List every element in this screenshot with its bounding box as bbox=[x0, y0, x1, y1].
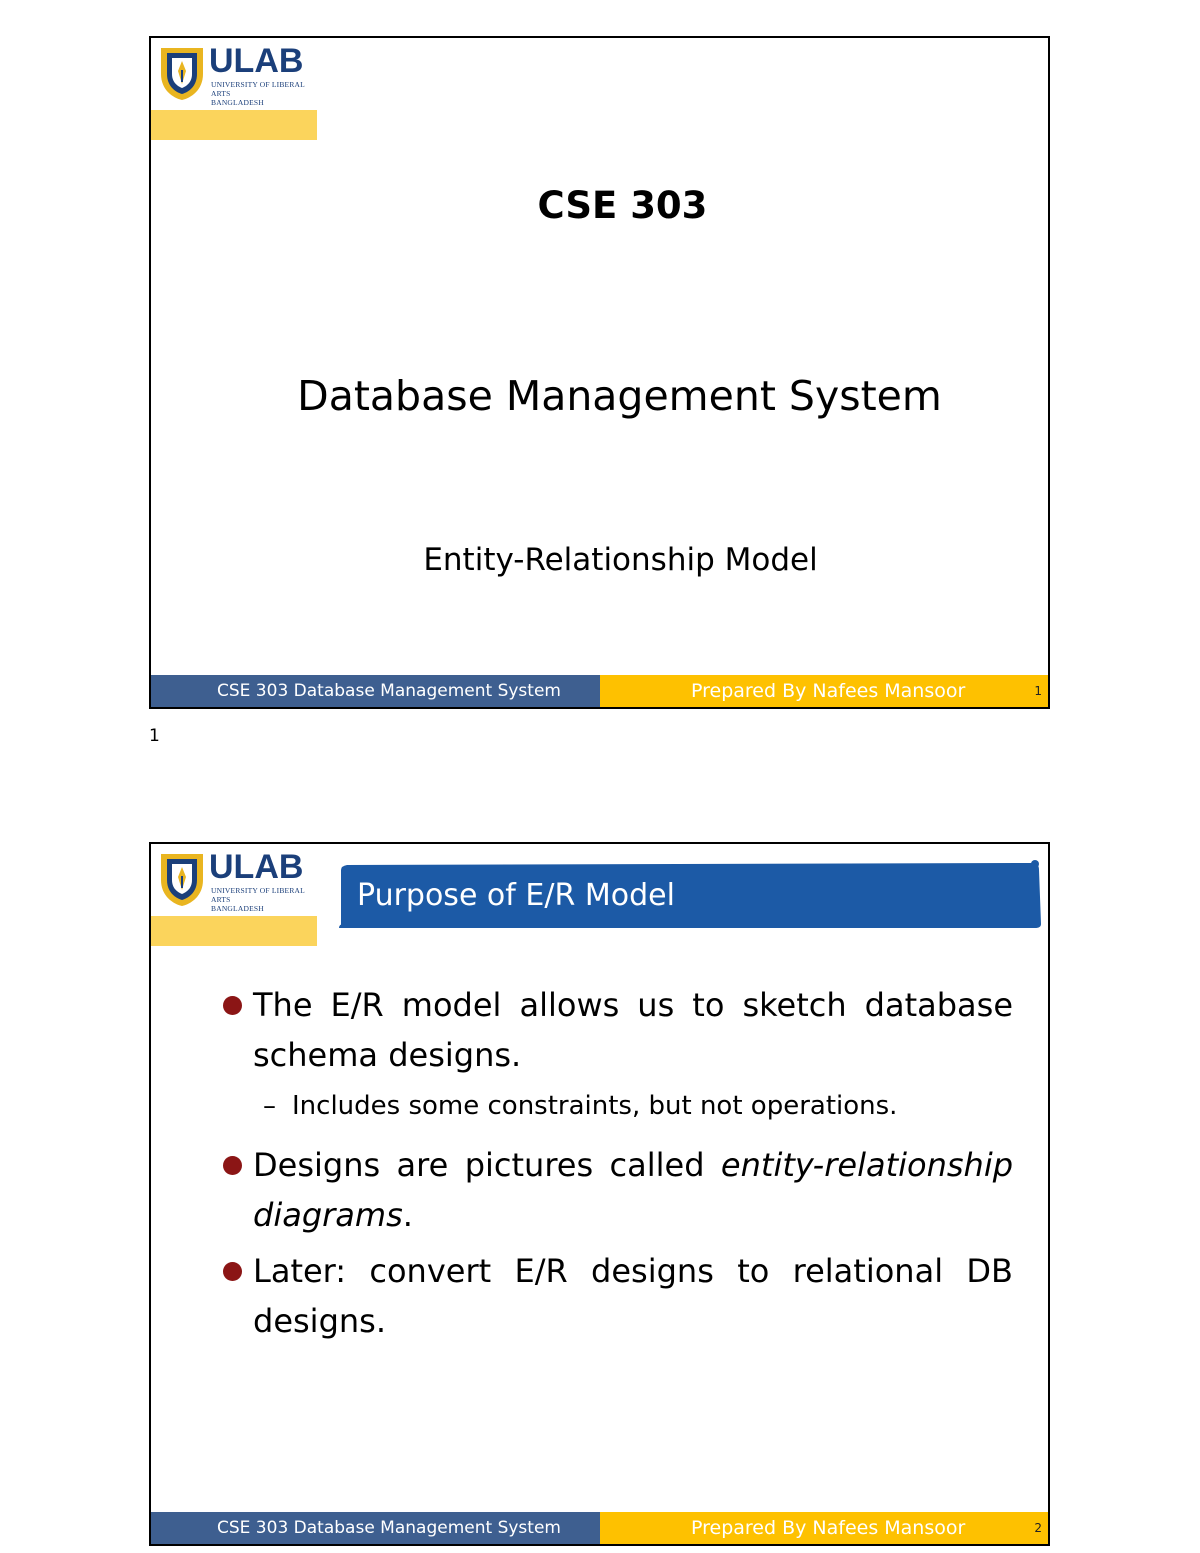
bullet-dot-icon bbox=[223, 1262, 242, 1281]
slide-2 bbox=[149, 842, 1050, 1546]
slide-number: 1 bbox=[1034, 684, 1042, 698]
slide-title: Database Management System bbox=[297, 372, 942, 420]
logo-subtitle: UNIVERSITY OF LIBERAL ARTS BANGLADESH bbox=[211, 886, 305, 913]
slide-1 bbox=[149, 36, 1050, 709]
ulab-shield-icon bbox=[157, 850, 207, 908]
bullet-dot-icon bbox=[223, 1156, 242, 1175]
footer-author: Prepared By Nafees Mansoor bbox=[600, 675, 1048, 707]
bullet-list bbox=[223, 980, 1013, 1352]
logo-subtitle: UNIVERSITY OF LIBERAL ARTS BANGLADESH bbox=[211, 80, 305, 107]
footer-author: Prepared By Nafees Mansoor bbox=[600, 1512, 1048, 1544]
slide-number: 2 bbox=[1034, 1521, 1042, 1535]
ulab-logo bbox=[157, 42, 317, 107]
slide-subtitle: Entity-Relationship Model bbox=[423, 542, 818, 578]
bullet-item: Later: convert E/R designs to relational DB designs. bbox=[223, 1246, 1013, 1346]
slide-title: Purpose of E/R Model bbox=[357, 878, 675, 913]
logo-wordmark: ULAB bbox=[209, 42, 304, 80]
sub-bullet-item: – Includes some constraints, but not operations. bbox=[253, 1086, 1013, 1126]
ulab-shield-icon bbox=[157, 44, 207, 102]
course-code: CSE 303 bbox=[537, 184, 708, 227]
bullet-item: Designs are pictures called entity-relationship diagrams. bbox=[223, 1140, 1013, 1240]
ulab-logo bbox=[157, 848, 317, 913]
footer-course: CSE 303 Database Management System bbox=[151, 675, 600, 707]
logo-accent-bar bbox=[151, 916, 317, 946]
footer-course: CSE 303 Database Management System bbox=[151, 1512, 600, 1544]
page-number-label: 1 bbox=[149, 726, 160, 746]
dash-icon: – bbox=[263, 1091, 276, 1121]
bullet-item: The E/R model allows us to sketch database schema designs. bbox=[223, 980, 1013, 1080]
logo-wordmark: ULAB bbox=[209, 848, 304, 886]
slide-footer bbox=[151, 1512, 1048, 1544]
slide-footer bbox=[151, 675, 1048, 707]
bullet-dot-icon bbox=[223, 996, 242, 1015]
logo-accent-bar bbox=[151, 110, 317, 140]
